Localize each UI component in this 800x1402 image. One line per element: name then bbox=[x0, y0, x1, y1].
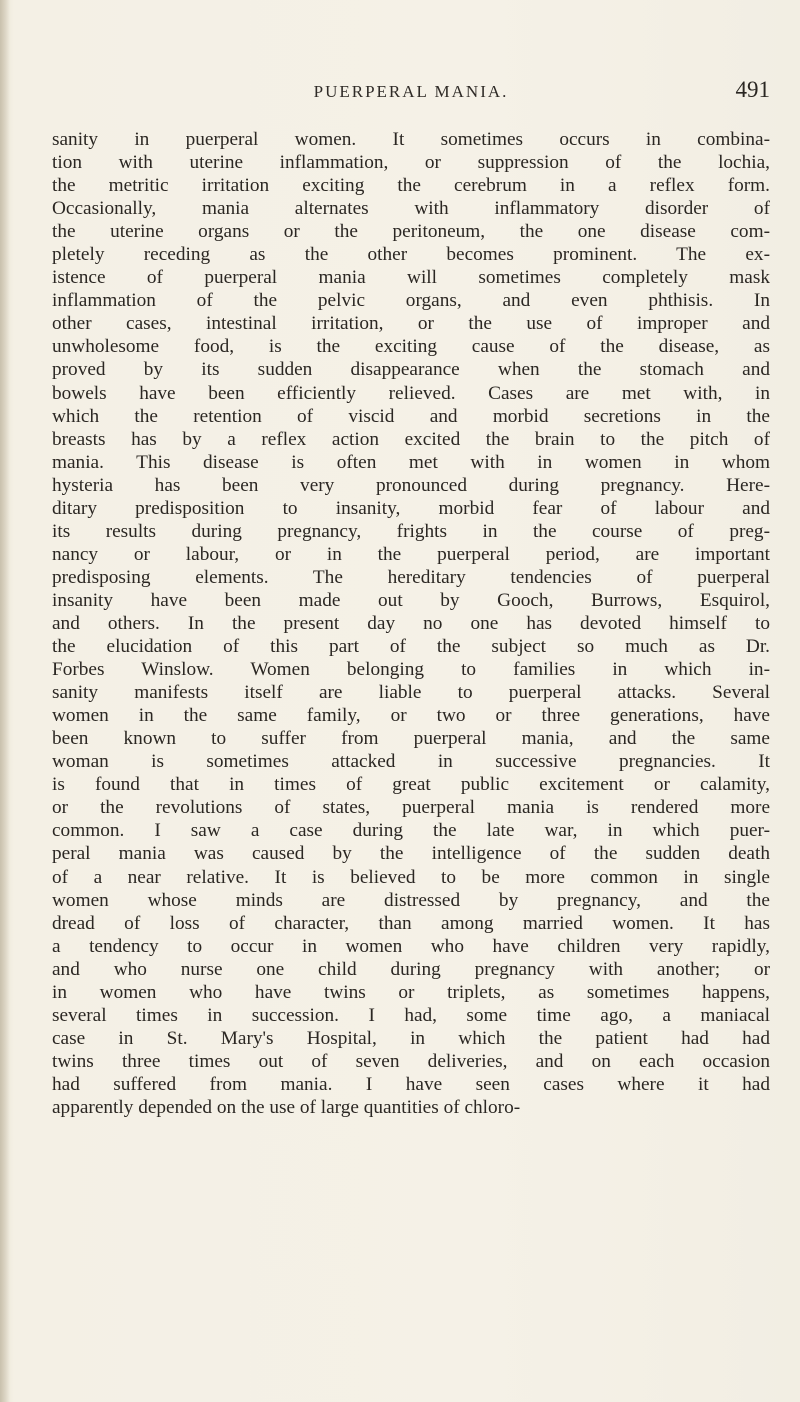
text-line: bowels have been efficiently relieved. Cases are met with, in bbox=[52, 382, 770, 404]
binding-gutter-shadow bbox=[0, 0, 10, 1402]
text-line: other cases, intestinal irritation, or the use of improper and bbox=[52, 313, 770, 335]
text-line: sanity in puerperal women. It sometimes occurs in combina- bbox=[52, 129, 770, 150]
text-line: the elucidation of this part of the subject so much as Dr. bbox=[52, 636, 770, 658]
text-line: breasts has by a reflex action excited the brain to the pitch of bbox=[52, 428, 770, 450]
text-line: peral mania was caused by the intelligence of the sudden death bbox=[52, 843, 770, 865]
text-line: Forbes Winslow. Women belonging to families in which in- bbox=[52, 659, 770, 681]
running-head: PUERPERAL MANIA. bbox=[313, 82, 509, 101]
text-line: sanity manifests itself are liable to puerperal attacks. Several bbox=[52, 682, 770, 704]
text-line: Occasionally, mania alternates with inflammatory disorder of bbox=[52, 198, 770, 220]
text-line: ditary predisposition to insanity, morbid fear of labour and bbox=[52, 497, 770, 519]
text-line: woman is sometimes attacked in successive pregnancies. It bbox=[52, 751, 770, 773]
text-line: is found that in times of great public excitement or calamity, bbox=[52, 774, 770, 796]
text-line: been known to suffer from puerperal mania, and the same bbox=[52, 728, 770, 750]
text-line: insanity have been made out by Gooch, Burrows, Esquirol, bbox=[52, 589, 770, 611]
text-line: twins three times out of seven deliveries, and on each occasion bbox=[52, 1050, 770, 1072]
page-number: 491 bbox=[735, 77, 770, 102]
text-line: istence of puerperal mania will sometimes completely mask bbox=[52, 267, 770, 289]
text-line: of a near relative. It is believed to be more common in single bbox=[52, 866, 770, 888]
text-line: the metritic irritation exciting the cerebrum in a reflex form. bbox=[52, 175, 770, 197]
text-line: proved by its sudden disappearance when the stomach and bbox=[52, 359, 770, 381]
text-line: the uterine organs or the peritoneum, the one disease com- bbox=[52, 221, 770, 243]
text-line: women in the same family, or two or three generations, have bbox=[52, 705, 770, 727]
text-line: in women who have twins or triplets, as sometimes happens, bbox=[52, 981, 770, 1003]
text-line: women whose minds are distressed by pregnancy, and the bbox=[52, 889, 770, 911]
text-line: mania. This disease is often met with in women in whom bbox=[52, 451, 770, 473]
text-line: its results during pregnancy, frights in the course of preg- bbox=[52, 520, 770, 542]
text-line: or the revolutions of states, puerperal mania is rendered more bbox=[52, 797, 770, 819]
text-line: apparently depended on the use of large quantities of chloro- bbox=[52, 1096, 521, 1118]
text-line: unwholesome food, is the exciting cause of the disease, as bbox=[52, 336, 770, 358]
text-line: common. I saw a case during the late war, in which puer- bbox=[52, 820, 770, 842]
text-line: pletely receding as the other becomes prominent. The ex- bbox=[52, 244, 770, 266]
text-line: inflammation of the pelvic organs, and even phthisis. In bbox=[52, 290, 770, 312]
text-line: tion with uterine inflammation, or suppression of the lochia, bbox=[52, 152, 770, 174]
text-line: which the retention of viscid and morbid secretions in the bbox=[52, 405, 770, 427]
text-line: nancy or labour, or in the puerperal period, are important bbox=[52, 543, 770, 565]
text-line: predisposing elements. The hereditary tendencies of puerperal bbox=[52, 566, 770, 588]
text-line: and others. In the present day no one has devoted himself to bbox=[52, 612, 770, 634]
text-line: and who nurse one child during pregnancy with another; or bbox=[52, 958, 770, 980]
text-line: several times in succession. I had, some time ago, a maniacal bbox=[52, 1004, 770, 1026]
body-text bbox=[52, 128, 770, 1119]
text-line: dread of loss of character, than among married women. It has bbox=[52, 912, 770, 934]
page-header bbox=[52, 72, 770, 112]
text-line: case in St. Mary's Hospital, in which the patient had had bbox=[52, 1027, 770, 1049]
text-line: hysteria has been very pronounced during pregnancy. Here- bbox=[52, 474, 770, 496]
text-line: a tendency to occur in women who have children very rapidly, bbox=[52, 935, 770, 957]
text-line: had suffered from mania. I have seen cases where it had bbox=[52, 1073, 770, 1095]
